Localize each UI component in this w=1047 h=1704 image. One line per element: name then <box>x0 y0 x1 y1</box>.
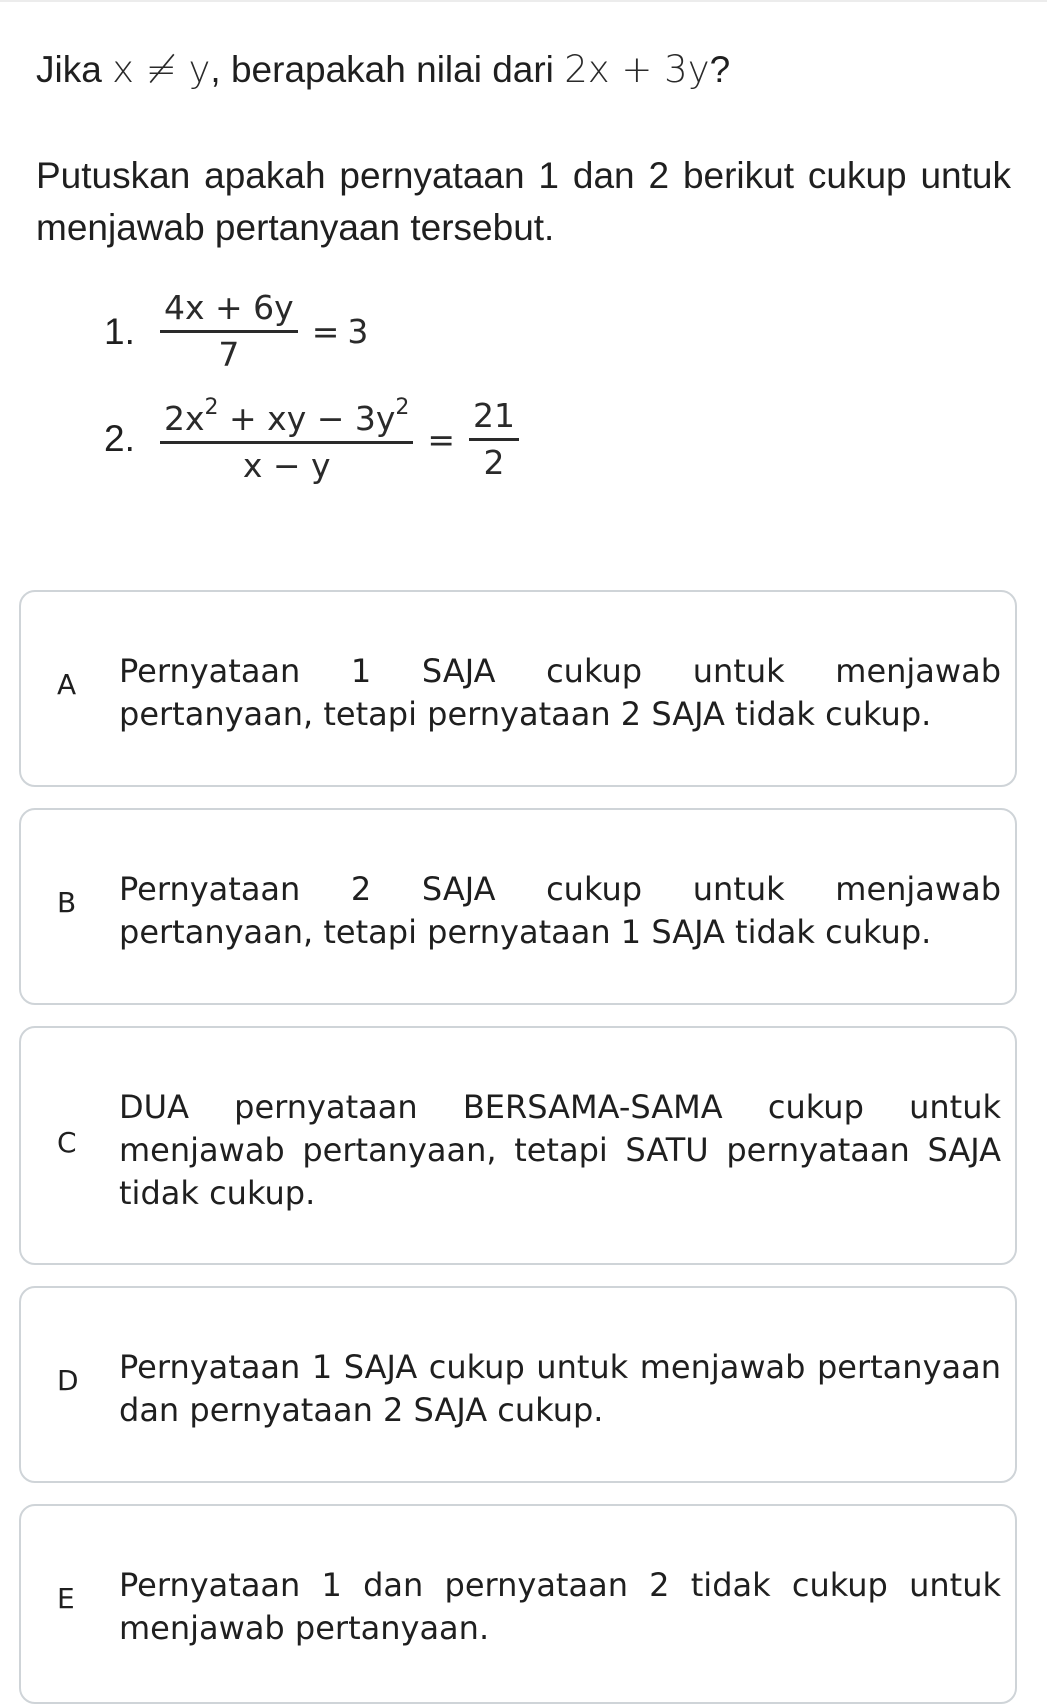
top-divider <box>0 0 1047 2</box>
statement-2-denominator: x − y <box>242 446 331 485</box>
statement-2-rhs-fraction <box>469 396 519 483</box>
option-b-text: Pernyataan 2 SAJA cukup untuk menjawab pertanyaan, tetapi pernyataan 1 SAJA tidak cukup. <box>119 870 1001 951</box>
question-condition: x ≠ y <box>112 48 211 91</box>
statement-1-number: 1. <box>104 310 135 352</box>
statement-2-numerator-a-exponent: 2 <box>204 395 219 420</box>
statement-2 <box>104 392 525 486</box>
option-a-letter: A <box>57 668 77 701</box>
option-c[interactable] <box>19 1026 1017 1265</box>
statement-2-number: 2. <box>104 418 135 459</box>
option-e-letter: E <box>57 1582 75 1615</box>
question-prefix: Jika <box>36 49 113 90</box>
statement-1 <box>104 288 376 375</box>
statement-1-numerator: 4x + 6y <box>160 288 298 333</box>
option-b[interactable] <box>19 808 1017 1005</box>
option-a[interactable] <box>19 590 1017 787</box>
statement-2-fraction <box>160 392 413 486</box>
statement-1-fraction <box>160 288 298 375</box>
question-suffix: ? <box>709 49 731 90</box>
option-a-text: Pernyataan 1 SAJA cukup untuk menjawab pertanyaan, tetapi pernyataan 2 SAJA tidak cukup. <box>119 652 1001 733</box>
statement-2-numerator <box>160 392 413 444</box>
statement-2-rhs-denominator: 2 <box>483 442 505 482</box>
statement-2-rhs-numerator: 21 <box>469 396 519 441</box>
question-text <box>36 44 1016 96</box>
option-b-letter: B <box>57 886 77 919</box>
statement-2-numerator-a: 2x <box>164 399 205 438</box>
option-c-text: DUA pernyataan BERSAMA-SAMA cukup untuk menjawab pertanyaan, tetapi SATU pernyataan SAJA tidak cukup. <box>119 1088 1001 1212</box>
question-middle: , berapakah nilai dari <box>210 49 565 90</box>
statement-2-numerator-b: + xy − 3y <box>218 399 396 438</box>
statement-1-denominator: 7 <box>218 335 240 374</box>
option-d[interactable] <box>19 1286 1017 1483</box>
option-e[interactable] <box>19 1504 1017 1704</box>
question-expression: 2x + 3y <box>564 48 710 91</box>
option-c-letter: C <box>57 1126 77 1159</box>
instruction-text: Putuskan apakah pernyataan 1 dan 2 berikut cukup untuk menjawab pertanyaan tersebut. <box>36 155 1011 248</box>
statement-1-rhs: 3 <box>347 312 369 351</box>
statement-1-equals: = <box>311 312 340 351</box>
statement-2-numerator-b-exponent: 2 <box>395 395 410 420</box>
option-e-text: Pernyataan 1 dan pernyataan 2 tidak cukup untuk menjawab pertanyaan. <box>119 1566 1001 1647</box>
statement-2-equals: = <box>427 419 456 459</box>
option-d-letter: D <box>57 1364 79 1397</box>
option-d-text: Pernyataan 1 SAJA cukup untuk menjawab pertanyaan dan pernyataan 2 SAJA cukup. <box>119 1348 1001 1429</box>
